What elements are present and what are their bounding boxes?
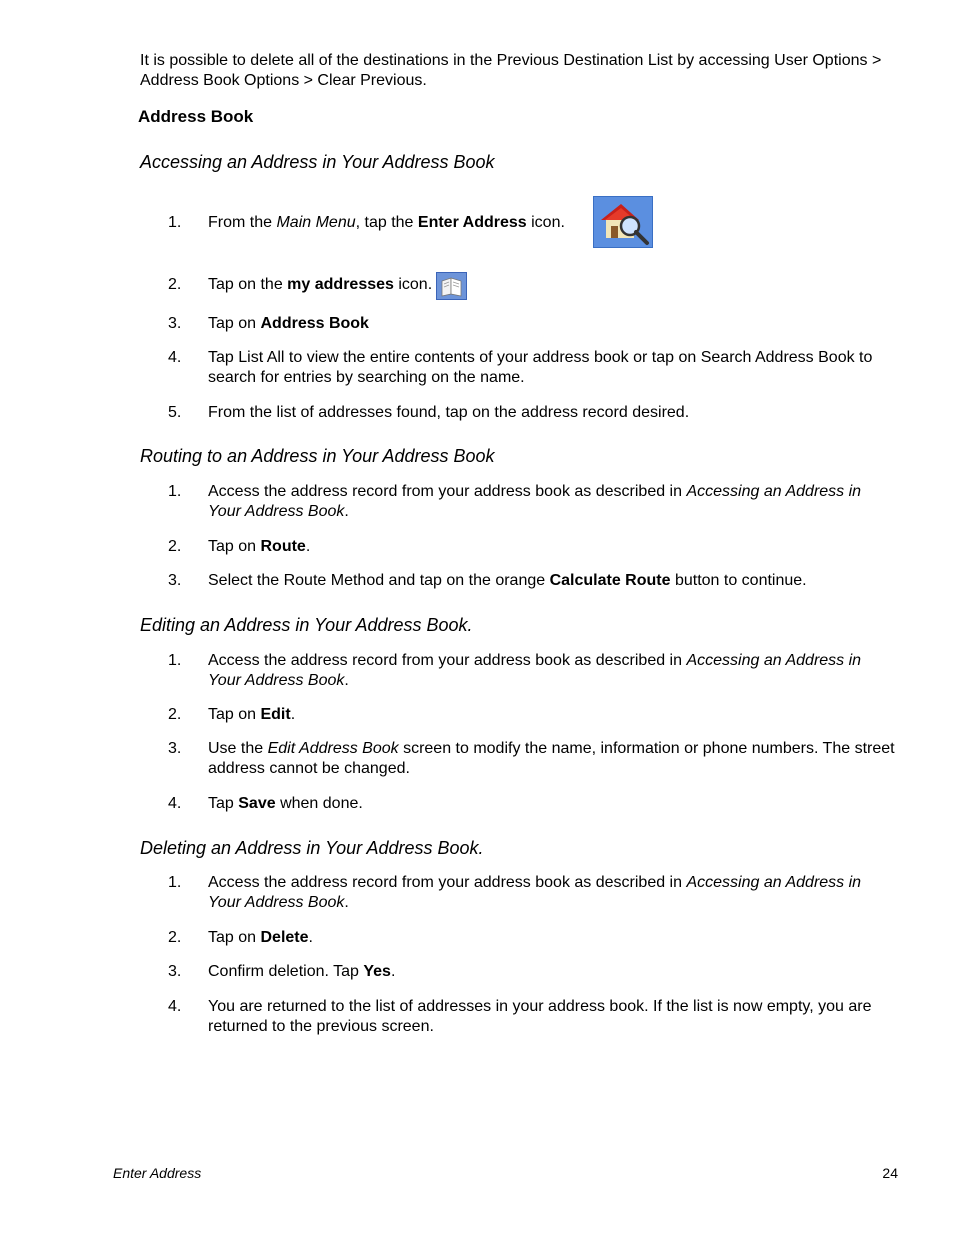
step-number: 2. (168, 538, 182, 555)
step-number: 2. (168, 929, 182, 946)
step-text: Confirm deletion. Tap Yes. (208, 963, 396, 980)
step-text: Tap on Delete. (208, 929, 313, 946)
step-number: 4. (168, 998, 182, 1015)
step-text: Access the address record from your address book as described in Accessing an Address in Your Address Book. (208, 483, 862, 520)
subheading-routing: Routing to an Address in Your Address Book (140, 446, 495, 466)
step-text: You are returned to the list of addresses in your address book. If the list is now empty, you are returned to the previous screen. (208, 998, 872, 1035)
step-text: Access the address record from your address book as described in Accessing an Address in Your Address Book. (208, 874, 862, 911)
step-number: 5. (168, 404, 182, 421)
step-text: Select the Route Method and tap on the orange Calculate Route button to continue. (208, 572, 807, 589)
step-number: 1. (168, 652, 182, 669)
step-number: 1. (168, 874, 182, 891)
step-text: Tap on Route. (208, 538, 311, 555)
step-number: 3. (168, 963, 182, 980)
step-number: 3. (168, 572, 182, 589)
step-text: Access the address record from your address book as described in Accessing an Address in Your Address Book. (208, 652, 862, 689)
step-number: 4. (168, 349, 182, 366)
step-text: Tap List All to view the entire contents of your address book or tap on Search Address Book to search for entries by searching on the name. (208, 349, 873, 386)
subheading-editing: Editing an Address in Your Address Book. (140, 615, 473, 635)
step-number: 3. (168, 315, 182, 332)
step-number: 2. (168, 276, 182, 293)
step-number: 4. (168, 795, 182, 812)
step-text: Tap on Edit. (208, 706, 296, 723)
book-icon (436, 272, 467, 300)
house-magnifier-icon (593, 196, 653, 248)
section-heading: Address Book (138, 107, 254, 126)
step-text: Tap on the my addresses icon. (208, 276, 433, 293)
step-text: Tap on Address Book (208, 315, 369, 332)
intro-paragraph: It is possible to delete all of the destinations in the Previous Destination List by accessing User Options > Address Book Options > Clear Previous. (140, 52, 882, 89)
page-number: 24 (882, 1165, 898, 1181)
step-text: From the list of addresses found, tap on the address record desired. (208, 404, 690, 421)
step-number: 2. (168, 706, 182, 723)
step-number: 1. (168, 483, 182, 500)
subheading-deleting: Deleting an Address in Your Address Book. (140, 838, 484, 858)
footer-section-name: Enter Address (113, 1165, 202, 1181)
step-text: From the Main Menu, tap the Enter Address icon. (208, 214, 565, 231)
step-number: 1. (168, 214, 182, 231)
subheading-accessing: Accessing an Address in Your Address Book (140, 152, 495, 172)
step-text: Use the Edit Address Book screen to modify the name, information or phone numbers. The street address cannot be changed. (208, 740, 895, 777)
step-number: 3. (168, 740, 182, 757)
step-text: Tap Save when done. (208, 795, 363, 812)
